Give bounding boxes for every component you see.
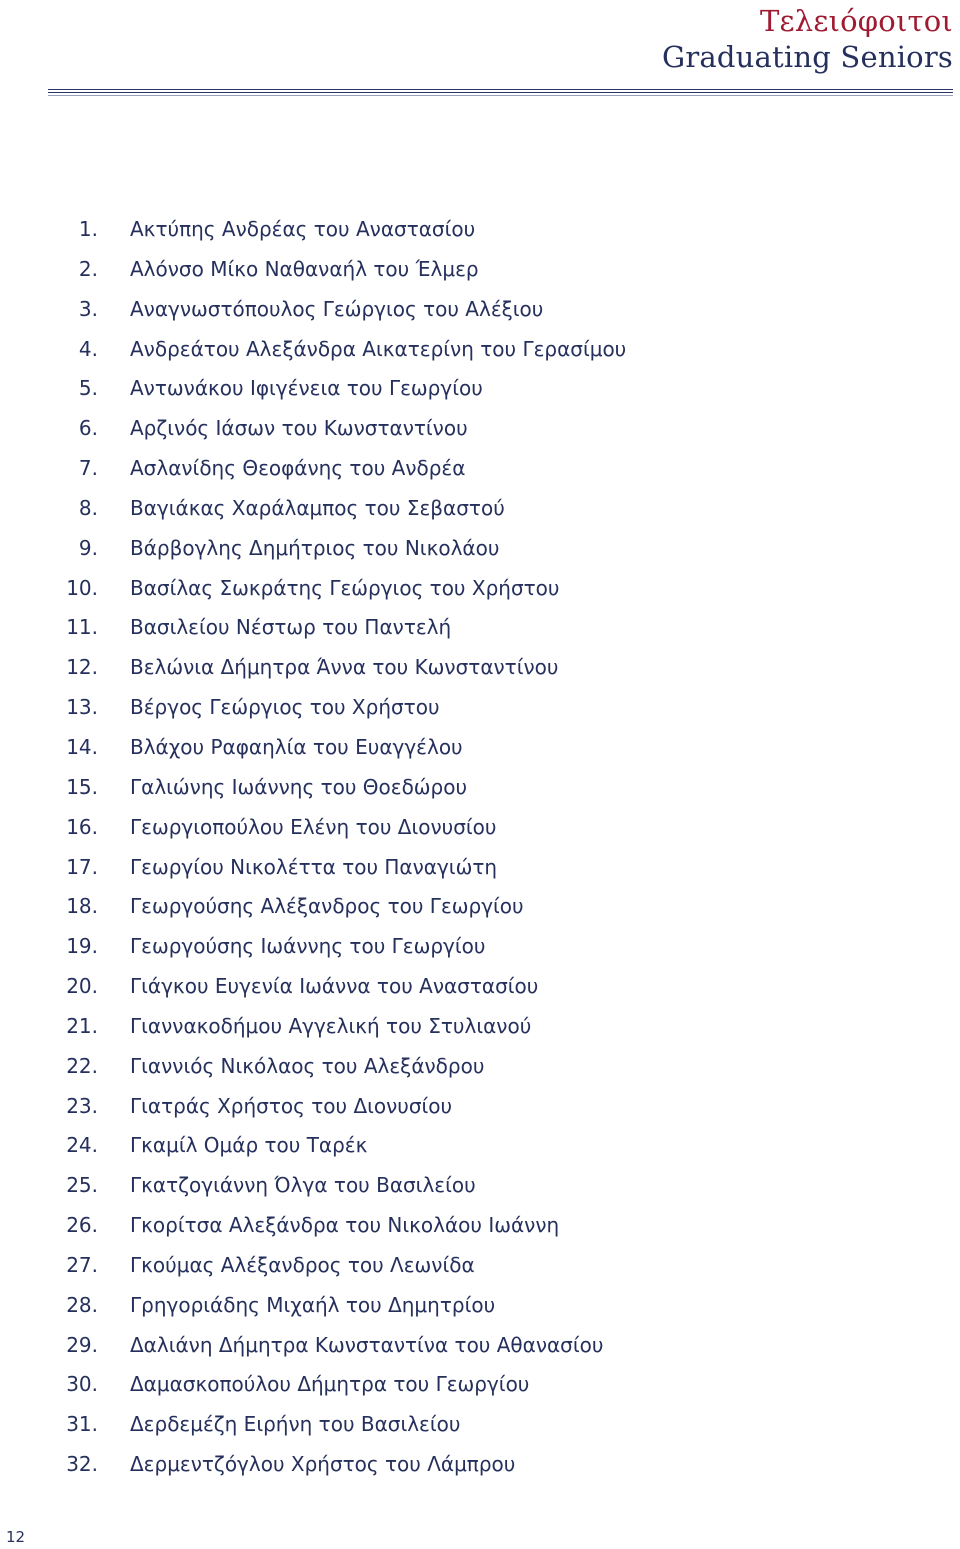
student-name: Γκορίτσα Αλεξάνδρα του Νικολάου Ιωάννη [130,1213,560,1238]
list-item [0,886,960,926]
student-name: Γεωργιοπούλου Ελένη του Διονυσίου [130,814,497,839]
item-number: 14. [66,734,98,759]
student-name: Γκατζογιάννη Όλγα του Βασιλείου [130,1173,476,1198]
item-number: 31. [66,1412,98,1437]
header-divider-line [48,92,953,93]
list-item [0,847,960,887]
list-item [0,926,960,966]
item-number: 19. [66,934,98,959]
student-name: Γρηγοριάδης Μιχαήλ του Δημητρίου [130,1292,496,1317]
item-number: 6. [78,416,98,441]
item-number: 18. [66,894,98,919]
student-name: Γιαννακοδήμου Αγγελική του Στυλιανού [130,1013,532,1038]
student-name: Αρζινός Ιάσων του Κωνσταντίνου [130,416,468,441]
item-number: 23. [66,1093,98,1118]
page-header [662,3,953,75]
list-item [0,1006,960,1046]
list-item [0,568,960,608]
student-name: Ακτύπης Ανδρέας του Αναστασίου [130,217,476,241]
item-number: 2. [78,256,98,281]
item-number: 25. [66,1173,98,1198]
student-name: Βελώνια Δήμητρα Άννα του Κωνσταντίνου [130,655,559,680]
header-divider-line [48,95,953,96]
list-item [0,1285,960,1325]
student-name: Βλάχου Ραφαηλία του Ευαγγέλου [130,734,463,759]
item-number: 1. [78,217,98,241]
item-number: 17. [66,854,98,879]
list-item [0,807,960,847]
student-name: Δαλιάνη Δήμητρα Κωνσταντίνα του Αθανασίου [130,1332,604,1357]
list-item [0,368,960,408]
list-item [0,209,960,249]
item-number: 13. [66,695,98,720]
student-name: Βάρβογλης Δημήτριος του Νικολάου [130,535,500,560]
item-number: 27. [66,1252,98,1277]
list-item [0,1046,960,1086]
item-number: 15. [66,774,98,799]
item-number: 3. [78,296,98,321]
item-number: 12. [66,655,98,680]
page-number: 12 [6,1528,26,1546]
item-number: 22. [66,1053,98,1078]
list-item [0,408,960,448]
list-item [0,767,960,807]
list-item [0,1205,960,1245]
list-item [0,329,960,369]
list-item [0,1086,960,1126]
item-number: 8. [78,495,98,520]
list-item [0,1444,960,1484]
student-name: Βασιλείου Νέστωρ του Παντελή [130,615,452,640]
student-name: Γκαμίλ Ομάρ του Ταρέκ [130,1133,368,1158]
list-item [0,528,960,568]
list-item [0,1165,960,1205]
student-name: Αντωνάκου Ιφιγένεια του Γεωργίου [130,376,483,401]
student-name: Βέργος Γεώργιος του Χρήστου [130,695,440,720]
item-number: 20. [66,974,98,999]
student-name: Γιατράς Χρήστος του Διονυσίου [130,1093,453,1118]
student-name: Αναγνωστόπουλος Γεώργιος του Αλέξιου [130,296,544,321]
item-number: 24. [66,1133,98,1158]
title-greek: Τελειόφοιτοι [759,4,953,38]
list-item [0,1364,960,1404]
student-name: Γιάγκου Ευγενία Ιωάννα του Αναστασίου [130,974,539,999]
student-name: Ανδρεάτου Αλεξάνδρα Αικατερίνη του Γερασίμου [130,336,627,361]
title-english: Graduating Seniors [661,40,953,74]
list-item [0,1125,960,1165]
item-number: 11. [66,615,98,640]
student-name: Αλόνσο Μίκο Ναθαναήλ του Έλμερ [130,256,479,281]
list-item [0,249,960,289]
item-number: 4. [78,336,98,361]
student-name: Ασλανίδης Θεοφάνης του Ανδρέα [130,456,466,481]
item-number: 29. [66,1332,98,1357]
item-number: 32. [66,1452,98,1477]
item-number: 16. [66,814,98,839]
list-item [0,448,960,488]
item-number: 30. [66,1372,98,1397]
item-number: 5. [78,376,98,401]
student-name: Δερδεμέζη Ειρήνη του Βασιλείου [130,1412,461,1437]
list-item [0,966,960,1006]
student-name: Γκούμας Αλέξανδρος του Λεωνίδα [130,1252,475,1277]
item-number: 10. [66,575,98,600]
list-item [0,607,960,647]
student-name: Γιαννιός Νικόλαος του Αλεξάνδρου [130,1053,485,1078]
item-number: 9. [78,535,98,560]
student-name: Βαγιάκας Χαράλαμπος του Σεβαστού [130,495,505,520]
list-item [0,1404,960,1444]
student-name: Γαλιώνης Ιωάννης του Θοεδώρου [130,774,468,799]
item-number: 21. [66,1013,98,1038]
student-name: Γεωργούσης Ιωάννης του Γεωργίου [130,934,486,959]
student-name: Γεωργούσης Αλέξανδρος του Γεωργίου [130,894,524,919]
student-name: Δαμασκοπούλου Δήμητρα του Γεωργίου [130,1372,530,1397]
student-list [0,209,960,1484]
list-item [0,1245,960,1285]
student-name: Γεωργίου Νικολέττα του Παναγιώτη [130,854,498,879]
list-item [0,1325,960,1365]
item-number: 26. [66,1213,98,1238]
list-item [0,488,960,528]
student-name: Δερμεντζόγλου Χρήστος του Λάμπρου [130,1452,516,1477]
student-name: Βασίλας Σωκράτης Γεώργιος του Χρήστου [130,575,560,600]
list-item [0,289,960,329]
item-number: 7. [78,456,98,481]
item-number: 28. [66,1292,98,1317]
list-item [0,647,960,687]
list-item [0,727,960,767]
list-item [0,687,960,727]
header-divider-line [48,89,953,90]
